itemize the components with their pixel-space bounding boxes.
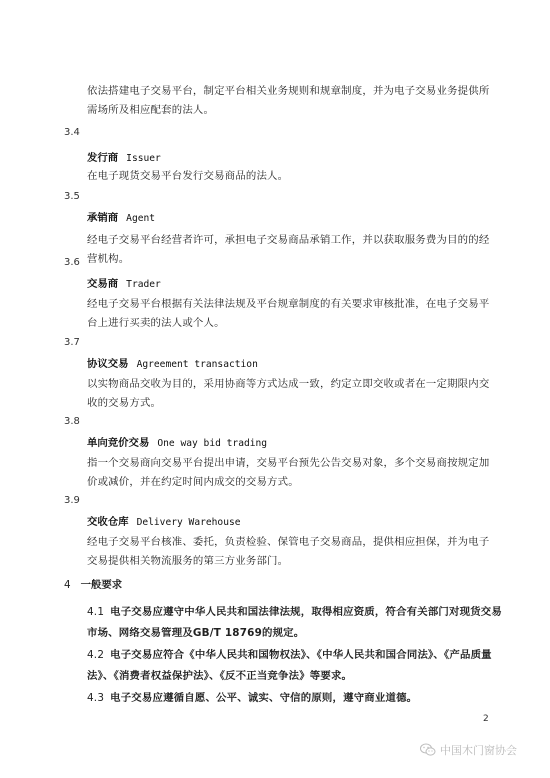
clause-text: 电子交易应遵守中华人民共和国法律法规，取得相应资质，符合有关部门对现货交易市场、网络交易管理及GB/T 18769的规定。 bbox=[87, 606, 502, 639]
term-definition: 在电子现货交易平台发行交易商品的法人。 bbox=[87, 170, 289, 182]
term-heading bbox=[87, 436, 267, 451]
term-cn: 交收仓库 bbox=[87, 516, 129, 528]
section-title: 一般要求 bbox=[80, 579, 123, 591]
clause-item bbox=[87, 645, 502, 687]
term-number: 3.6 bbox=[64, 257, 80, 268]
term-en: Trader bbox=[126, 279, 161, 290]
term-heading bbox=[87, 357, 258, 372]
term-en: Delivery Warehouse bbox=[136, 517, 241, 528]
clause-number: 4.2 bbox=[87, 649, 105, 661]
clause-number: 4.3 bbox=[87, 692, 105, 704]
term-en: Issuer bbox=[126, 153, 161, 164]
clause-item bbox=[87, 688, 502, 709]
term-definition: 以实物商品交收为目的，采用协商等方式达成一致，约定立即交收或者在一定期限内交收的交易方式。 bbox=[87, 378, 490, 409]
term-en: Agreement transaction bbox=[136, 359, 258, 370]
term-definition: 经电子交易平台根据有关法律法规及平台规章制度的有关要求审核批准，在电子交易平台上进行买卖的法人或个人。 bbox=[87, 298, 490, 329]
term-en: Agent bbox=[126, 213, 156, 224]
clause-item bbox=[87, 602, 502, 644]
term-heading bbox=[87, 211, 155, 226]
term-cn: 单向竞价交易 bbox=[87, 437, 150, 449]
term-heading bbox=[87, 277, 161, 292]
section-heading bbox=[64, 578, 122, 592]
term-cn: 交易商 bbox=[87, 278, 119, 290]
clause-text: 电子交易应遵循自愿、公平、诚实、守信的原则，遵守商业道德。 bbox=[110, 692, 418, 704]
page-number: 2 bbox=[483, 714, 489, 724]
term-definition: 指一个交易商向交易平台提出申请，交易平台预先公告交易对象，多个交易商按规定加价或减价，并在约定时间内成交的交易方式。 bbox=[87, 457, 490, 488]
term-cn: 发行商 bbox=[87, 152, 119, 164]
clause-text: 电子交易应符合《中华人民共和国物权法》、《中华人民共和国合同法》、《产品质量法》、《消费者权益保护法》、《反不正当竞争法》等要求。 bbox=[87, 649, 492, 682]
term-number: 3.5 bbox=[64, 191, 80, 202]
term-heading bbox=[87, 151, 161, 166]
term-cn: 承销商 bbox=[87, 212, 119, 224]
term-heading bbox=[87, 515, 241, 530]
watermark-text: 中国木门窗协会 bbox=[440, 744, 517, 757]
term-number: 3.9 bbox=[64, 495, 80, 506]
term-cn: 协议交易 bbox=[87, 358, 129, 370]
term-number: 3.8 bbox=[64, 416, 80, 427]
term-definition: 经电子交易平台核准、委托，负责检验、保管电子交易商品，提供相应担保，并为电子交易提供相关物流服务的第三方业务部门。 bbox=[87, 536, 490, 567]
intro-paragraph: 依法搭建电子交易平台，制定平台相关业务规则和规章制度，并为电子交易业务提供所需场所及相应配套的法人。 bbox=[87, 85, 490, 116]
term-number: 3.7 bbox=[64, 337, 80, 348]
clause-number: 4.1 bbox=[87, 606, 105, 618]
term-number: 3.4 bbox=[64, 127, 80, 138]
wechat-icon bbox=[420, 743, 436, 757]
term-en: One way bid trading bbox=[157, 438, 268, 449]
section-number: 4 bbox=[64, 579, 71, 591]
term-definition: 经电子交易平台经营者许可，承担电子交易商品承销工作，并以获取服务费为目的的经营机构。 bbox=[87, 234, 490, 265]
watermark bbox=[420, 742, 517, 758]
